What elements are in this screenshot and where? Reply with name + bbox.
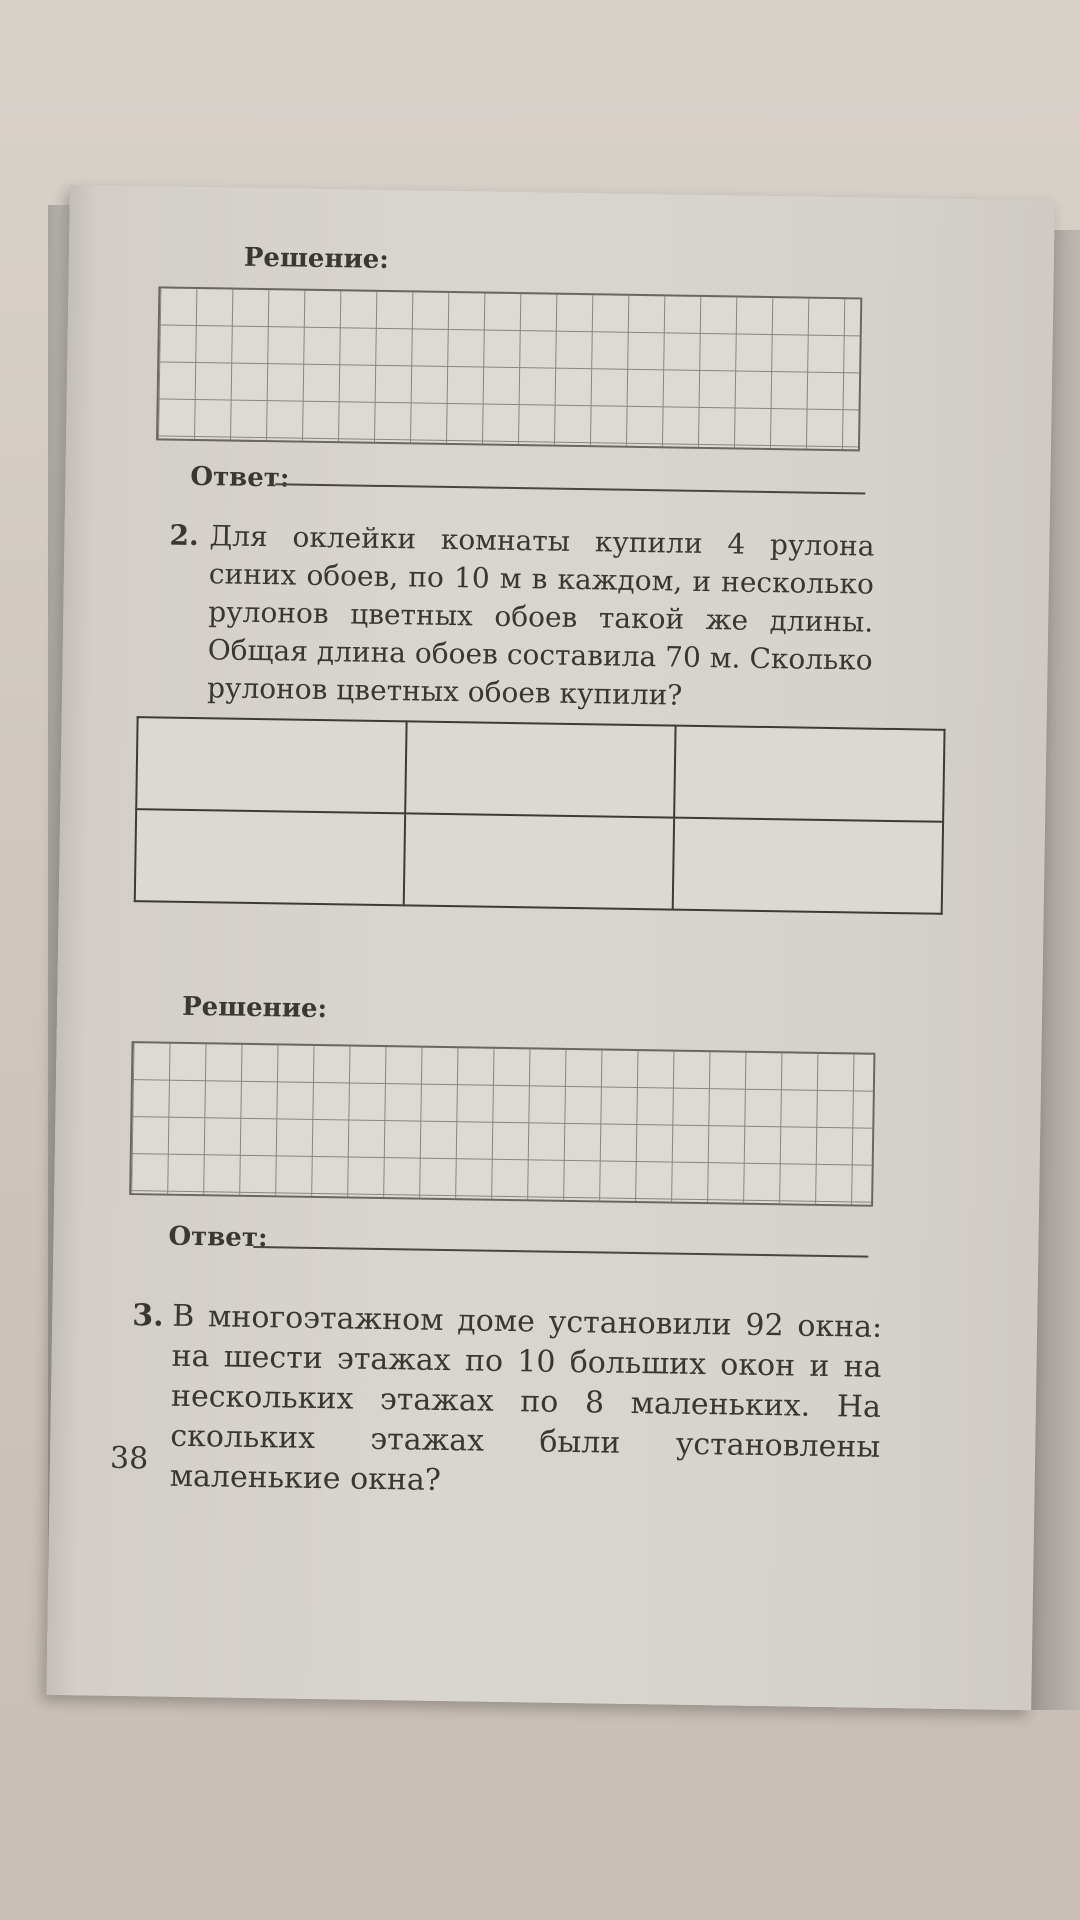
table-cell[interactable] [136, 717, 406, 813]
table-cell[interactable] [674, 726, 944, 822]
task-3-number: 3. [131, 1298, 164, 1334]
answer-line-1[interactable] [275, 483, 865, 494]
table-cell[interactable] [673, 818, 943, 914]
task-2-text: Для оклейки комнаты купили 4 рулона синих обоев, по 10 м в каждом, и несколько рулонов цветных обоев такой же длины. Общая длина обоев составила 70 м. Сколько рулонов цветных обоев купили? [206, 519, 875, 712]
table-cell[interactable] [135, 809, 405, 905]
solution-grid-1[interactable] [156, 286, 862, 451]
task-2-number: 2. [169, 518, 200, 553]
task-2-data-table [134, 716, 946, 915]
page-number: 38 [109, 1440, 149, 1477]
solution-grid-2[interactable] [129, 1041, 875, 1207]
table-cell[interactable] [405, 721, 675, 817]
task-3-text: В многоэтажном доме установили 92 окна: на шести этажах по 10 больших окон и на нескольких этажах по 8 маленьких. На скольких этажах были установлены маленькие окна? [169, 1298, 883, 1498]
table-cell[interactable] [404, 813, 674, 909]
solution-label-1: Решение: [243, 242, 390, 276]
answer-label-2: Ответ: [168, 1221, 268, 1254]
answer-label-1: Ответ: [190, 461, 290, 494]
table-row [135, 809, 943, 914]
table-row [136, 717, 944, 822]
answer-line-2[interactable] [253, 1246, 868, 1258]
task-2 [169, 517, 875, 717]
task-3 [131, 1297, 883, 1508]
solution-label-2: Решение: [181, 991, 328, 1025]
workbook-page [46, 185, 1055, 1710]
